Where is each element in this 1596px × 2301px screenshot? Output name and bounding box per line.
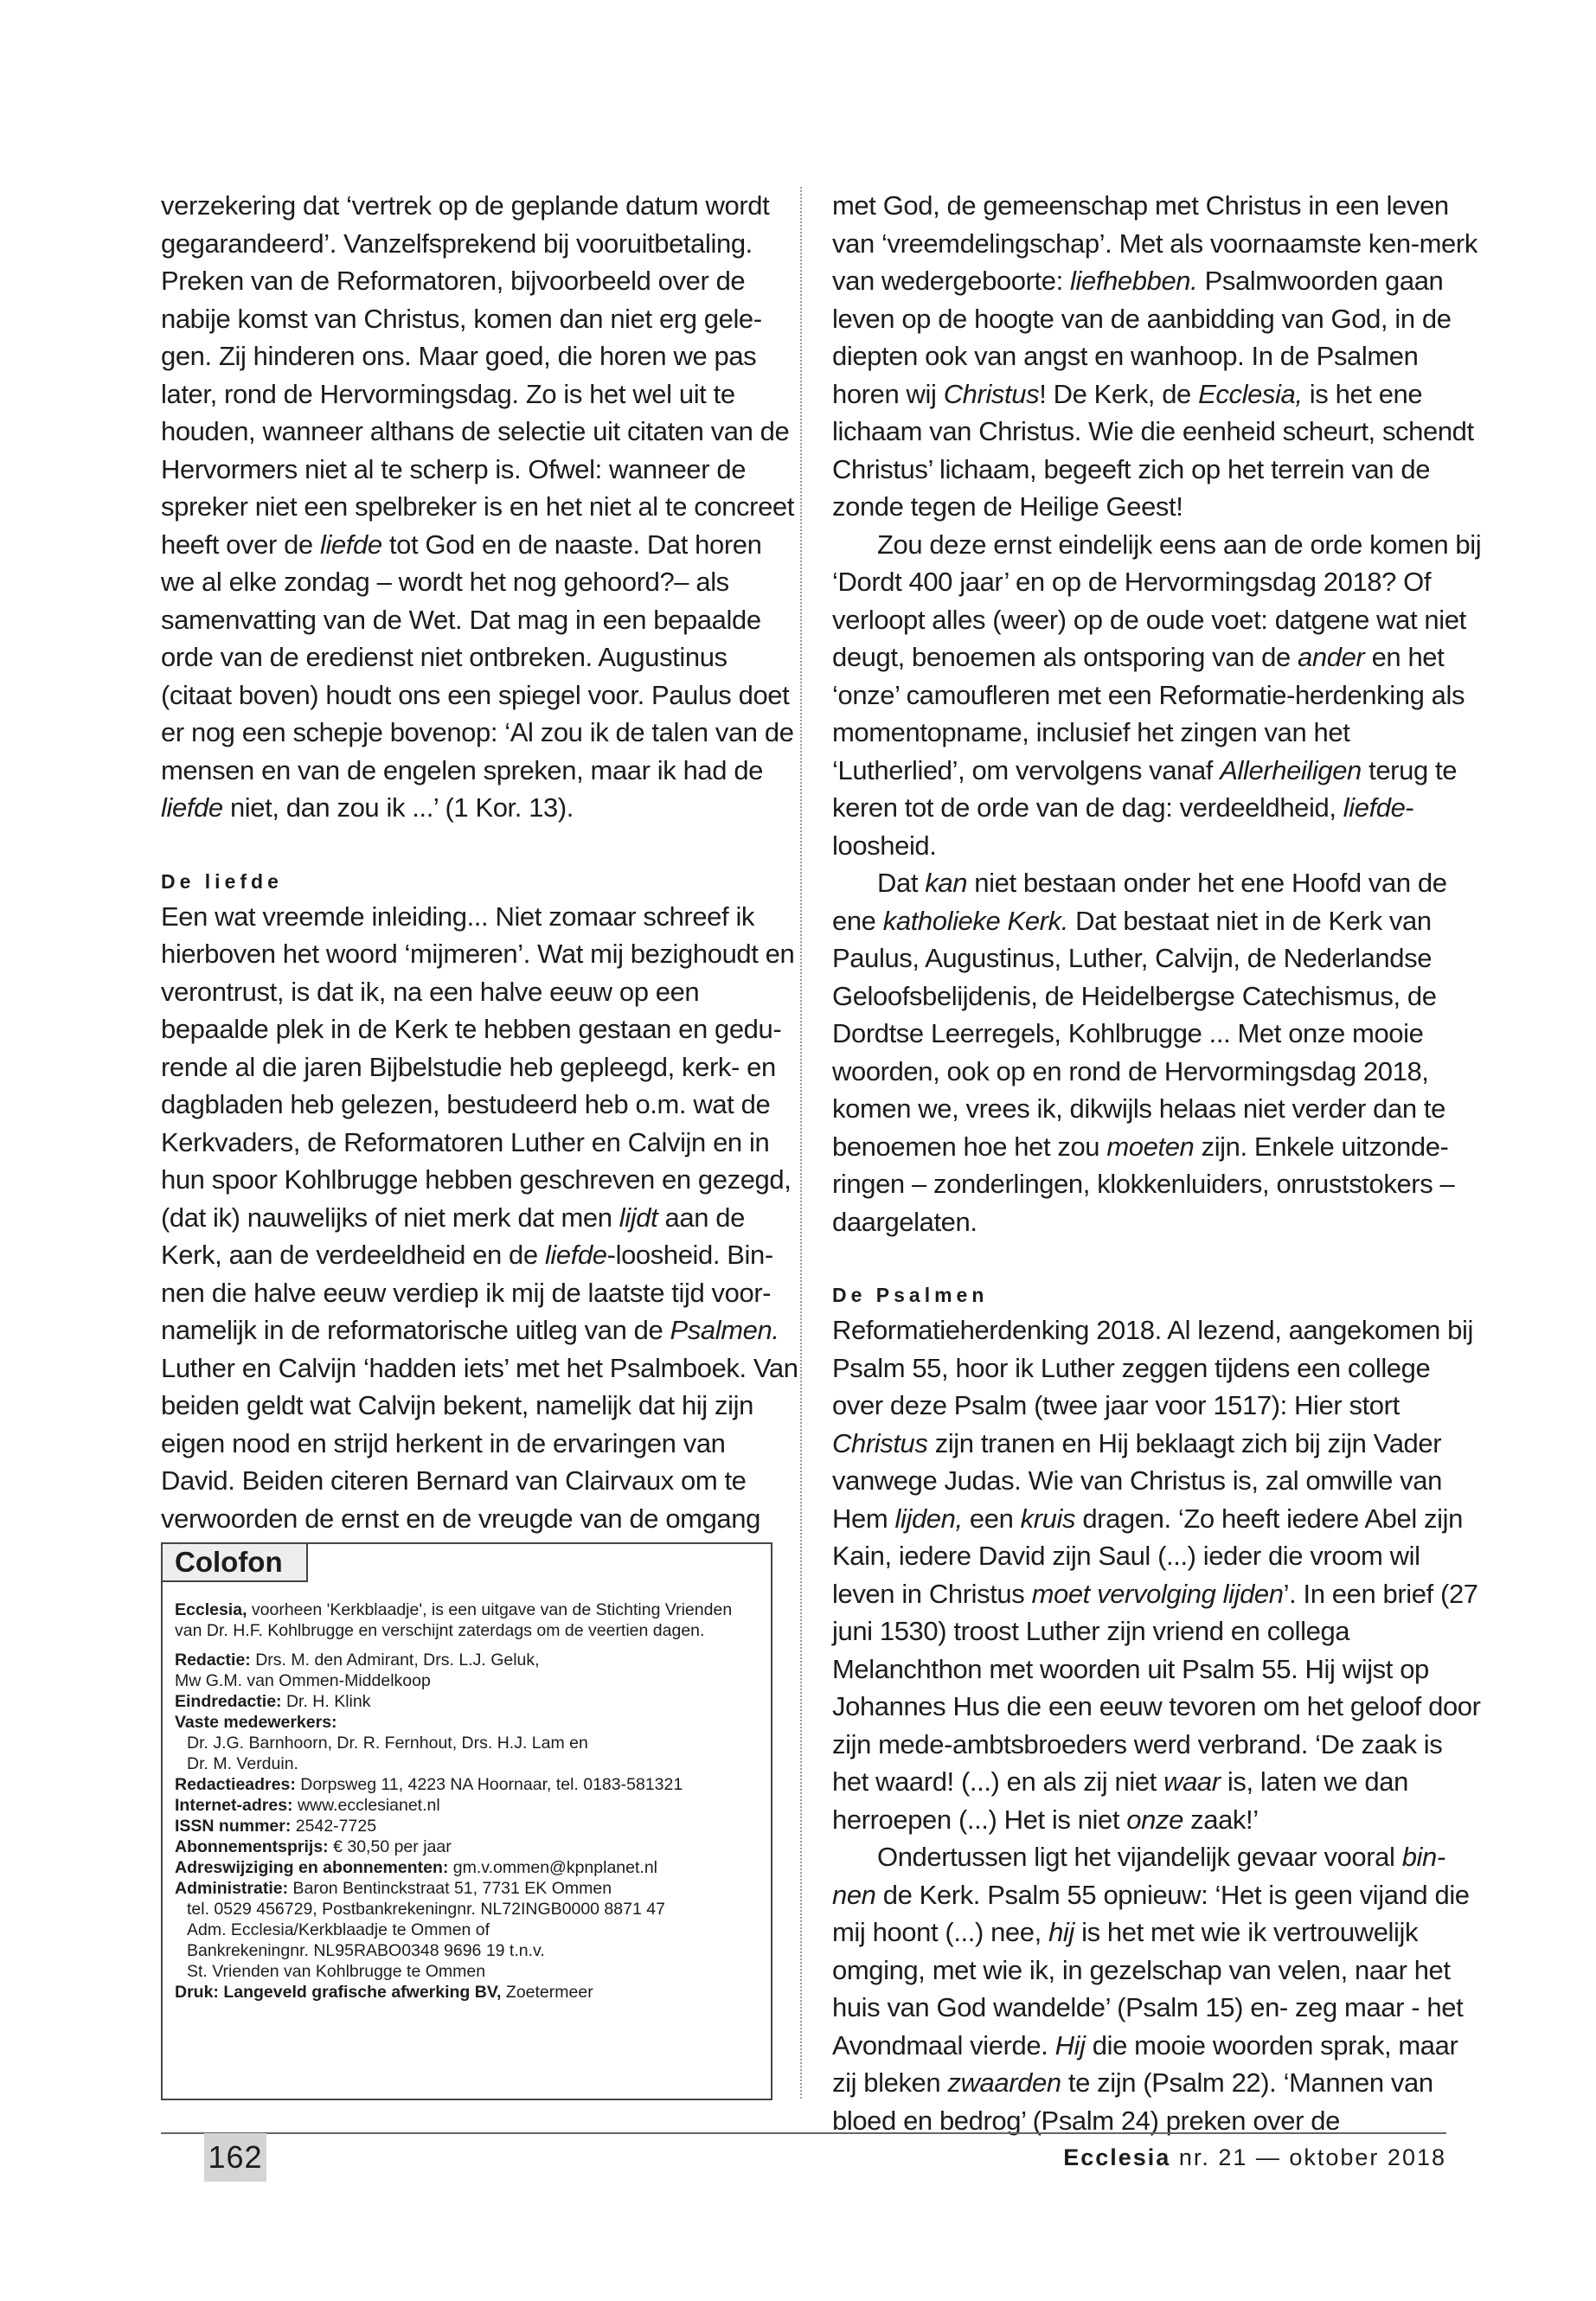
left-column [161,187,801,1537]
emphasis: moeten [1106,1131,1195,1162]
value: Baron Bentinckstraat 51, 7731 EK Ommen [292,1879,612,1898]
right-column [832,187,1483,2139]
emphasis: hij [1048,1917,1074,1947]
colofon-abonnement [175,1836,759,1857]
emphasis: Hij [1054,2029,1086,2061]
text: zijn. Enkele uitzonde-ringen – zonderlingen, klokkenluiders, onruststokers – daargelaten. [832,1131,1455,1237]
text: verzekering dat ‘vertrek op de geplande datum wordt gegarandeerd’. Vanzelfsprekend bij vooruitbetaling. Preken van de Reformatoren, bijvoorbeeld over de nabije komst van Christus, komen dan niet erg gele-gen. Zij hinderen ons. Maar goed, die horen we pas later, rond de Hervormingsdag. Zo is het wel uit te houden, wanneer althans de selectie uit citaten van de Hervormers niet al te scherp is. Ofwel: wanneer de spreker niet een spelbreker is en het niet al te concreet heeft over de [161,190,794,560]
colofon-admin-4: Bankrekeningnr. NL95RABO0348 9696 19 t.n.v. [187,1941,545,1960]
emphasis: Christus [832,1427,928,1458]
label: Vaste medewerkers: [175,1713,337,1732]
label: Druk: Langeveld grafische afwerking BV, [175,1983,502,2002]
text: Een wat vreemde inleiding... Niet zomaar schreef ik hierboven het woord ‘mijmeren’. Wat mij bezighoudt en verontrust, is dat ik, na een halve eeuw op een bepaalde plek in de Kerk te hebben gestaan en gedu-rende al die jaren Bijbelstudie heb gepleegd, kerk- en dagbladen heb gelezen, bestudeerd heb o.m. wat de Kerkvaders, de Reformatoren Luther en Calvijn en in hun spoor Kohlbrugge hebben geschreven en gezegd, (dat ik) nauwelijks of niet merk dat men [161,901,795,1233]
text: ’. In een brief (27 juni 1530) troost Luther zijn vriend en collega Melanchthon met woorden uit Psalm 55. Hij wijst op Johannes Hus die een eeuw tevoren om het geloof door zijn mede-ambtsbroeders werd verbrand. ‘De zaak is het waard! (...) en als zij niet [832,1578,1481,1797]
label: ISSN nummer: [175,1817,292,1836]
emphasis: onze [1126,1804,1183,1835]
emphasis: kruis [1020,1503,1076,1534]
value: Dorpsweg 11, 4223 NA Hoornaar, tel. 0183-581321 [300,1775,683,1794]
emphasis: katholieke Kerk. [882,905,1068,936]
label: Adreswijziging en abonnementen: [175,1858,449,1877]
right-paragraph-1 [832,187,1483,526]
text: Reformatieherdenking 2018. Al lezend, aangekomen bij Psalm 55, hoor ik Luther zeggen tijdens een college over deze Psalm (twee jaar voor 1517): Hier stort [832,1315,1473,1420]
colofon-vaste-1: Dr. J.G. Barnhoorn, Dr. R. Fernhout, Drs. H.J. Lam en [187,1734,588,1753]
colofon-druk [175,1982,759,2003]
colofon-administratie [175,1878,759,1899]
emphasis: zwaarden [947,2067,1061,2098]
text: is het met wie ik vertrouwelijk omging, met wie ik, in gezelschap van velen, naar het huis van God wandelde’ (Psalm 15) en- zeg maar - het Avondmaal vierde. [832,1917,1464,2061]
text: aan de Kerk, aan de verdeeldheid en de [161,1202,745,1270]
emphasis: liefde [544,1240,607,1270]
colofon-issn [175,1816,759,1836]
colofon-admin-3: Adm. Ecclesia/Kerkblaadje te Ommen of [187,1920,490,1939]
colofon-redactieadres [175,1774,759,1795]
colofon-vaste-medewerkers [175,1712,759,1733]
emphasis: waar [1163,1766,1221,1797]
emphasis: Christus [943,378,1040,409]
emphasis: lijdt [619,1202,658,1233]
right-paragraph-2 [832,526,1483,865]
right-paragraph-5 [832,1838,1483,2139]
colofon-title: Colofon [161,1542,308,1582]
label: Abonnementsprijs: [175,1837,329,1856]
colofon-admin-5: St. Vrienden van Kohlbrugge te Ommen [187,1962,486,1981]
footer-journal-issue [1063,2140,1446,2175]
emphasis: liefde [319,529,382,560]
colofon-intro [175,1599,759,1641]
text: -loosheid. [832,792,1414,861]
text: terug te keren tot de orde van de dag: verdeeldheid, [832,754,1458,823]
colofon-adreswijziging [175,1857,759,1878]
text: de Kerk. Psalm 55 opnieuw: ‘Het is geen vijand die mij hoont (...) nee, [832,1879,1470,1947]
text: niet bestaan onder het ene Hoofd van de ene [832,868,1447,936]
label: Ecclesia, [175,1600,247,1619]
text: ! De Kerk, de [1039,378,1191,409]
colofon-redactie-2: Mw G.M. van Ommen-Middelkoop [175,1671,431,1690]
emphasis: liefhebben. [1070,266,1198,296]
text: en het ‘onze’ camoufleren met een Reformatie-herdenking als momentopname, inclusief het zingen van het ‘Lutherlied’, om vervolgens vanaf [832,642,1465,785]
text: dragen. ‘Zo heeft iedere Abel zijn Kain, iedere David zijn Saul (...) ieder die vroom wil leven in Christus [832,1503,1463,1609]
text: tot God en de naaste. Dat horen we al elke zondag – wordt het nog gehoord?– als samenvatting van de Wet. Dat mag in een bepaalde orde van de eredienst niet ontbreken. Augustinus (citaat boven) houdt ons een spiegel voor. Paulus doet er nog een schepje bovenop: ‘Al zou ik de talen van de mensen en van de engelen spreken, maar ik had de [161,529,794,785]
left-paragraph-2 [161,898,801,1538]
value: Drs. M. den Admirant, Drs. L.J. Geluk, [255,1650,540,1670]
footer-rule [161,2132,1446,2134]
journal-name: Ecclesia [1063,2144,1171,2170]
text: Luther en Calvijn ‘hadden iets’ met het Psalmboek. Van beiden geldt wat Calvijn bekent, namelijk dat hij zijn eigen nood en strijd herkent in de ervaringen van David. Beiden citeren Bernard van Clairvaux om te verwoorden de ernst en de vreugde van de omgang [161,1352,798,1534]
emphasis: liefde [1343,792,1406,823]
text: is het ene lichaam van Christus. Wie die eenheid scheurt, schendt Christus’ lichaam, begeeft zich op het terrein van de zonde tegen de Heilige Geest! [832,378,1474,522]
section-heading-de-liefde: De liefde [161,869,283,893]
colofon-redactie [175,1650,759,1670]
value: Zoetermeer [505,1983,593,2002]
colofon-admin-2: tel. 0529 456729, Postbankrekeningnr. NL72INGB0000 8871 47 [187,1900,665,1919]
emphasis: lijden, [894,1503,963,1534]
label: Internet-adres: [175,1796,293,1815]
emphasis: Psalmen. [670,1315,779,1345]
value: € 30,50 per jaar [333,1837,452,1856]
text: niet, dan zou ik ...’ (1 Kor. 13). [229,792,574,823]
right-paragraph-3 [832,864,1483,1240]
text: Psalmwoorden gaan leven op de hoogte van de aanbidding van God, in de diepten ook van angst en wanhoop. In de Psalmen horen wij [832,266,1452,409]
email-link[interactable]: gm.v.ommen@kpnplanet.nl [452,1858,658,1877]
section-heading-de-psalmen: De Psalmen [832,1284,989,1306]
label: Redactieadres: [175,1775,296,1794]
text: Dat [877,868,919,898]
page-number: 162 [204,2133,266,2182]
website-link[interactable]: www.ecclesianet.nl [297,1796,440,1815]
colofon-eindredactie [175,1691,759,1712]
text: is, laten we dan herroepen (...) Het is niet [832,1766,1408,1835]
text: Dat bestaat niet in de Kerk van Paulus, Augustinus, Luther, Calvijn, de Nederlandse Geloofsbelijdenis, de Heidelbergse Catechismus, de Dordtse Leerregels, Kohlbrugge ... Met onze mooie woorden, ook op en rond de Hervormingsdag 2018, komen we, vrees ik, dikwijls helaas niet verder dan te benoemen hoe het zou [832,905,1445,1162]
emphasis: ander [1298,642,1365,672]
emphasis: Allerheiligen [1220,754,1362,785]
colofon-internet [175,1795,759,1816]
text: zijn tranen en Hij beklaagt zich bij zijn Vader vanwege Judas. Wie van Christus is, zal omwille van Hem [832,1427,1442,1534]
emphasis: kan [925,868,968,898]
colofon-box [161,1542,772,2100]
value: Dr. H. Klink [285,1692,371,1711]
text: een [969,1503,1014,1534]
text: die mooie woorden sprak, maar zij bleken [832,2029,1458,2098]
label: Eindredactie: [175,1692,282,1711]
text: zaak!’ [1190,1804,1259,1835]
colofon-vaste-2: Dr. M. Verduin. [187,1754,298,1773]
text: Zou deze ernst eindelijk eens aan de orde komen bij ‘Dordt 400 jaar’ en op de Hervormingsdag 2018? Of verloopt alles (weer) op de oude voet: datgene wat niet deugt, benoemen als ontsporing van de [832,529,1482,672]
text: te zijn (Psalm 22). ‘Mannen van bloed en bedrog’ (Psalm 24) preken over de [832,2067,1433,2136]
value: voorheen 'Kerkblaadje', is een uitgave van de Stichting Vrienden van Dr. H.F. Kohlbrugge en verschijnt zaterdags om de veertien dagen. [175,1600,733,1640]
value: 2542-7725 [295,1817,377,1836]
right-paragraph-4 [832,1311,1483,1838]
emphasis: moet vervolging lijden [1031,1578,1284,1609]
text: -loosheid. Bin-nen die halve eeuw verdiep ik mij de laatste tijd voor-namelijk in de reformatorische uitleg van de [161,1240,773,1345]
label: Redactie: [175,1650,251,1670]
emphasis: liefde [161,792,223,823]
label: Administratie: [175,1879,289,1898]
left-paragraph-1 [161,187,801,827]
text: met God, de gemeenschap met Christus in een leven van ‘vreemdelingschap’. Met als voornaamste ken-merk van wedergeboorte: [832,190,1477,296]
issue-info: nr. 21 — oktober 2018 [1178,2144,1446,2170]
emphasis: Ecclesia, [1198,378,1303,409]
text: Ondertussen ligt het vijandelijk gevaar vooral [877,1842,1395,1872]
emphasis: bin-nen [832,1842,1445,1910]
